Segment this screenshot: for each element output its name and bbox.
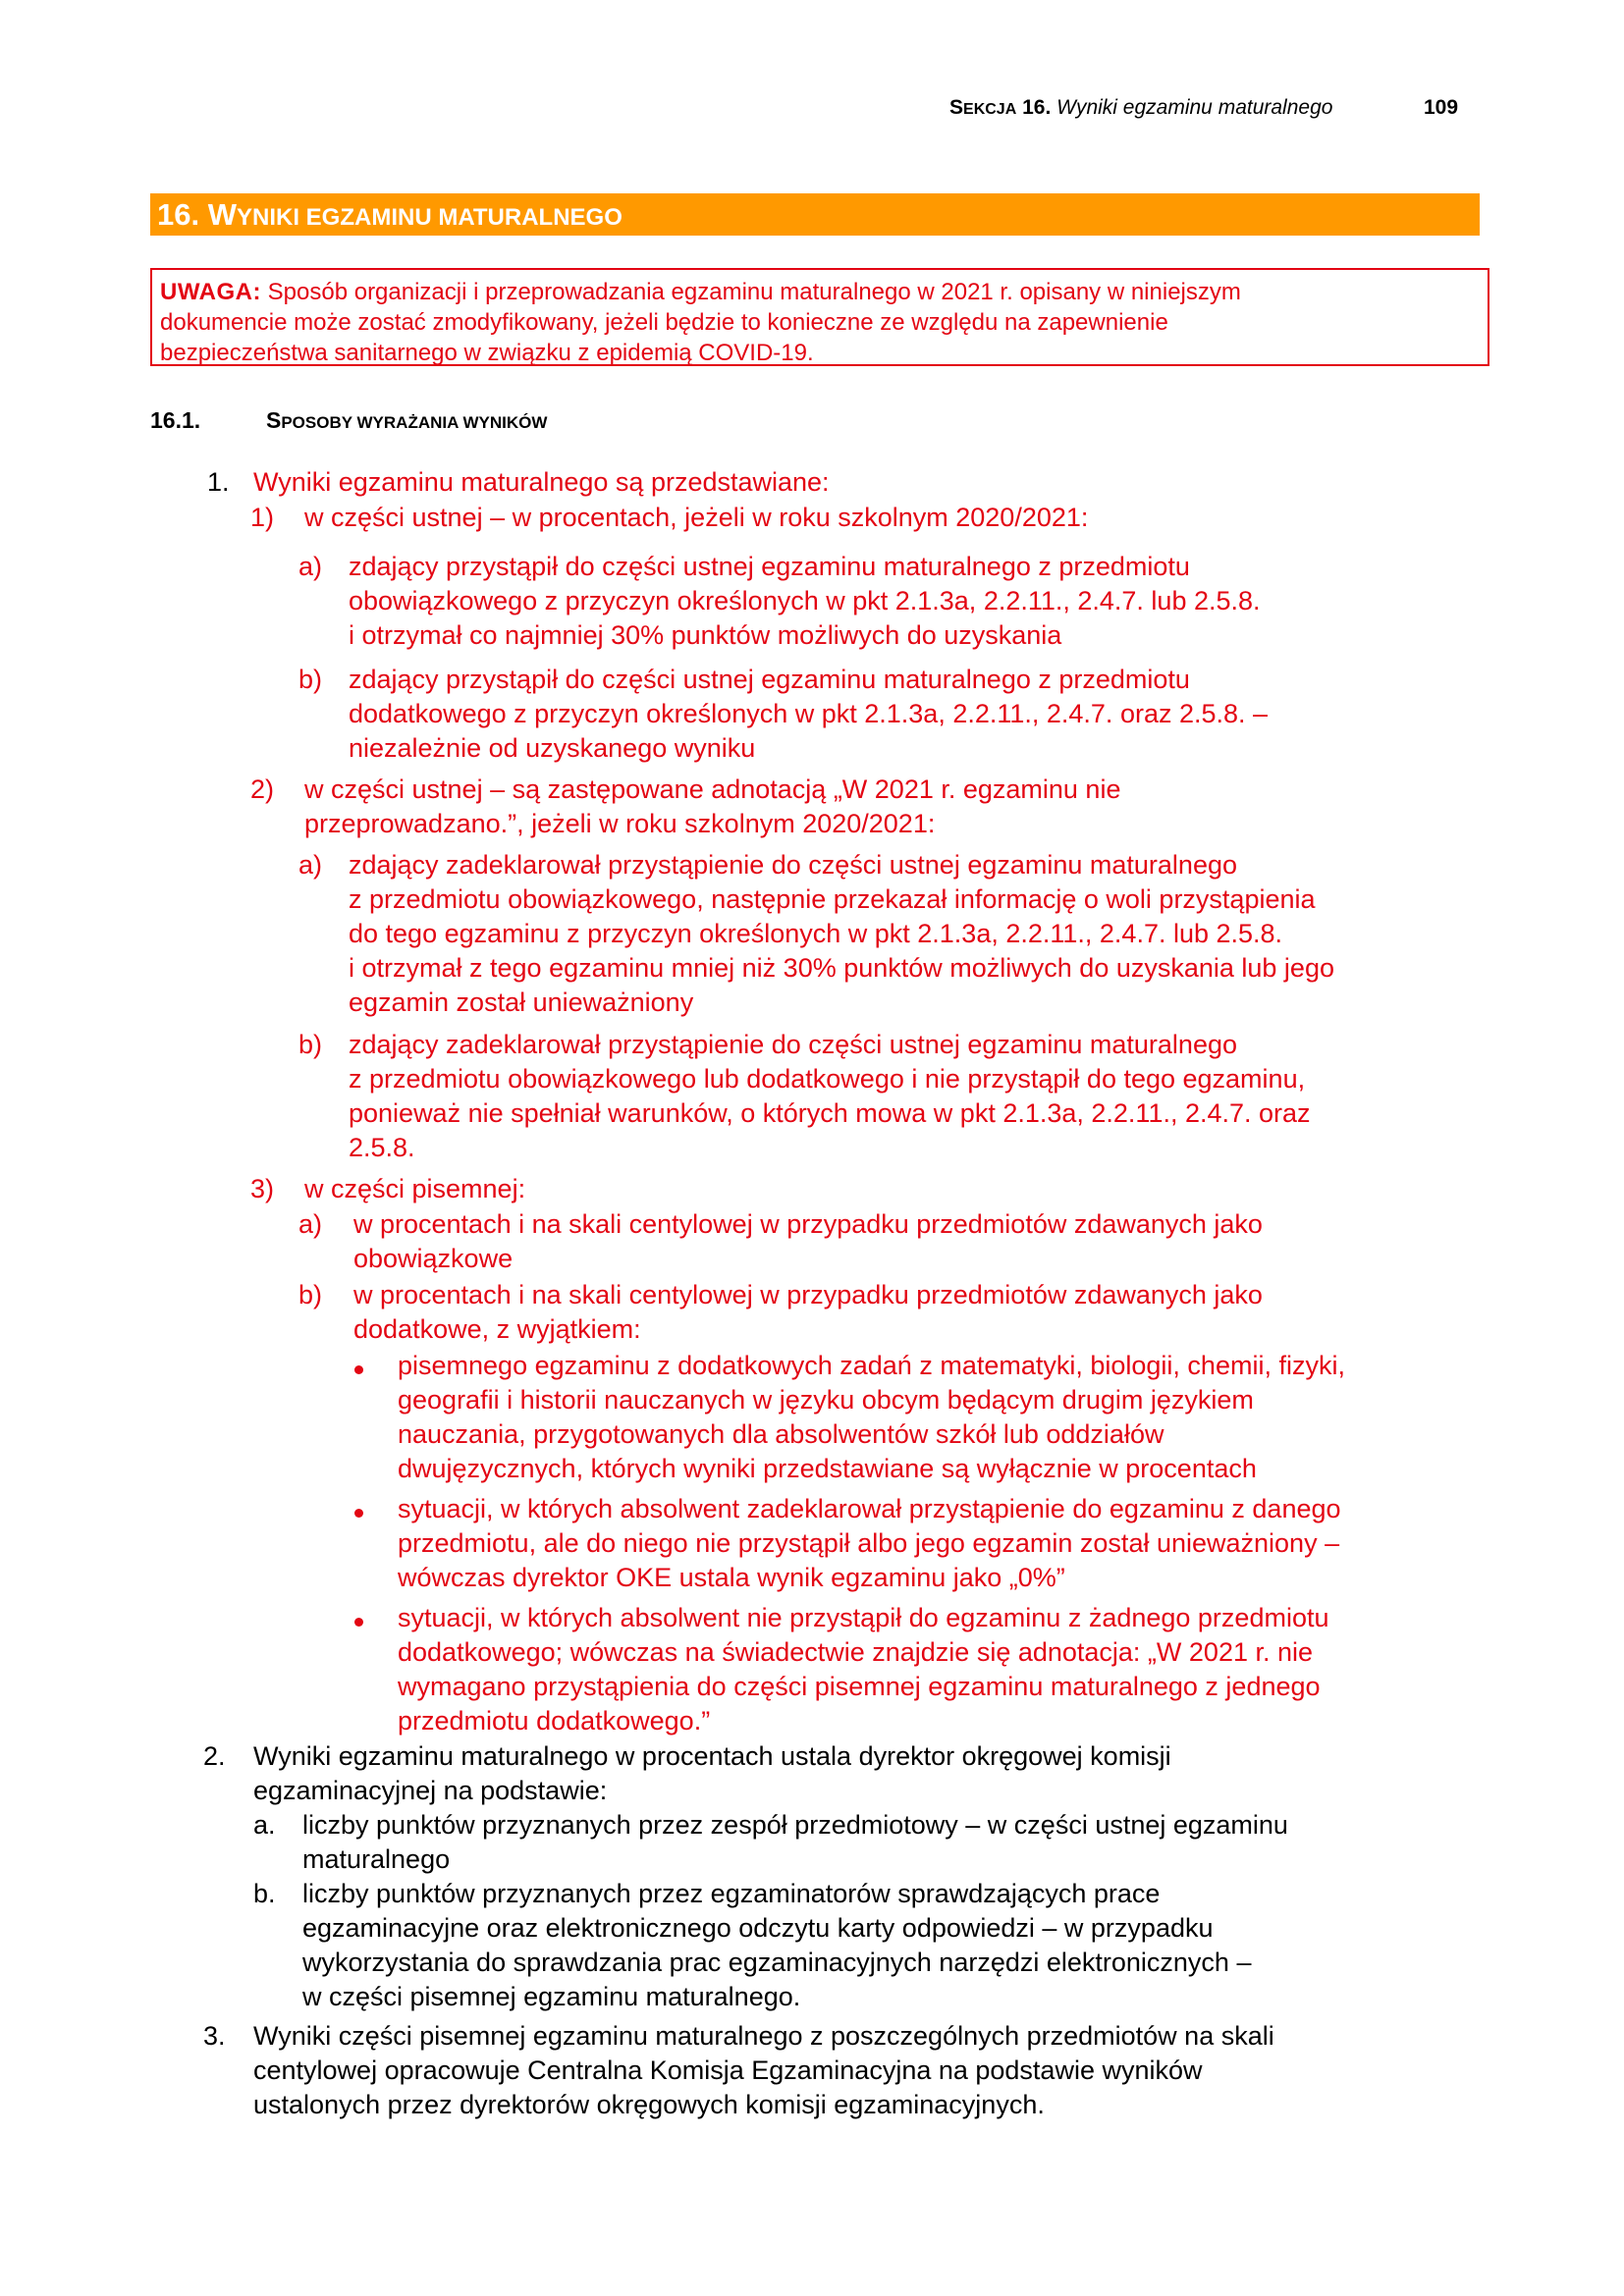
list-marker: 3) — [250, 1174, 275, 1203]
list-item-line: maturalnego — [302, 1844, 451, 1874]
section-number: 16.1. — [150, 407, 201, 433]
list-item-line: do tego egzaminu z przyczyn określonych w pkt 2.1.3a, 2.2.11., 2.4.7. lub 2.5.8. — [349, 919, 1283, 948]
chapter-title: 16. WYNIKI EGZAMINU MATURALNEGO — [157, 197, 623, 232]
list-item-line: obowiązkowe — [353, 1244, 514, 1273]
list-item-line: i otrzymał z tego egzaminu mniej niż 30% punktów możliwych do uzyskania lub jego — [349, 953, 1334, 983]
notice-box — [150, 268, 1489, 366]
list-marker: a) — [298, 1209, 323, 1239]
list-item-line: liczby punktów przyznanych przez zespół przedmiotowy – w części ustnej egzaminu — [302, 1810, 1288, 1840]
list-item-line: egzamin został unieważniony — [349, 988, 694, 1017]
list-item-line: 2.5.8. — [349, 1133, 415, 1162]
list-marker: 3. — [203, 2021, 226, 2051]
list-item-line: zdający przystąpił do części ustnej egzaminu maturalnego z przedmiotu — [349, 665, 1190, 694]
notice-label: UWAGA: — [160, 279, 261, 305]
bullet-icon — [354, 1618, 363, 1627]
list-item-text: Wyniki egzaminu maturalnego są przedstawiane: — [253, 467, 830, 497]
list-item-line: i otrzymał co najmniej 30% punktów możliwych do uzyskania — [349, 620, 1062, 650]
list-item-line: egzaminacyjne oraz elektronicznego odczytu karty odpowiedzi – w przypadku — [302, 1913, 1214, 1943]
list-item-text: w części pisemnej: — [304, 1174, 526, 1203]
list-item-line: niezależnie od uzyskanego wyniku — [349, 733, 756, 763]
section-heading: 16.1. SPOSOBY WYRAŻANIA WYNIKÓW — [150, 407, 548, 433]
list-item-line: zdający przystąpił do części ustnej egzaminu maturalnego z przedmiotu — [349, 552, 1190, 581]
list-item-line: dodatkowe, z wyjątkiem: — [353, 1314, 641, 1344]
running-header-section-number: 16. — [1022, 96, 1052, 119]
list-item-line: ustalonych przez dyrektorów okręgowych komisji egzaminacyjnych. — [253, 2090, 1045, 2119]
list-item-line: przedmiotu, ale do niego nie przystąpił albo jego egzamin został unieważniony – — [398, 1528, 1340, 1558]
list-item-line: centylowej opracowuje Centralna Komisja Egzaminacyjna na podstawie wyników — [253, 2056, 1203, 2085]
list-marker: b. — [253, 1879, 276, 1908]
list-item-line: egzaminacyjnej na podstawie: — [253, 1776, 608, 1805]
list-item-line: ponieważ nie spełniał warunków, o których mowa w pkt 2.1.3a, 2.2.11., 2.4.7. oraz — [349, 1098, 1311, 1128]
list-item-line: w części pisemnej egzaminu maturalnego. — [302, 1982, 801, 2011]
running-header-title: Wyniki egzaminu maturalnego — [1056, 96, 1333, 119]
list-item-line: pisemnego egzaminu z dodatkowych zadań z matematyki, biologii, chemii, fizyki, — [398, 1351, 1345, 1380]
list-marker: a) — [298, 552, 323, 581]
page-number: 109 — [1424, 96, 1459, 119]
list-item-line: zdający zadeklarował przystąpienie do części ustnej egzaminu maturalnego — [349, 850, 1237, 880]
list-item-line: wówczas dyrektor OKE ustala wynik egzaminu jako „0%” — [398, 1563, 1065, 1592]
list-item-line: dodatkowego z przyczyn określonych w pkt 2.1.3a, 2.2.11., 2.4.7. oraz 2.5.8. – — [349, 699, 1269, 728]
list-item-line: wymagano przystąpienia do części pisemnej egzaminu maturalnego z jednego — [398, 1672, 1321, 1701]
list-item-line: przeprowadzano.”, jeżeli w roku szkolnym 2020/2021: — [304, 809, 936, 838]
list-item-line: przedmiotu dodatkowego.” — [398, 1706, 711, 1735]
chapter-heading — [150, 193, 1480, 236]
list-marker: 1. — [207, 467, 230, 497]
list-item-line: wykorzystania do sprawdzania prac egzaminacyjnych narzędzi elektronicznych – — [302, 1948, 1252, 1977]
list-marker: 2. — [203, 1741, 226, 1771]
list-item-line: w części ustnej – są zastępowane adnotacją „W 2021 r. egzaminu nie — [304, 774, 1121, 804]
list-item-line: liczby punktów przyznanych przez egzaminatorów sprawdzających prace — [302, 1879, 1161, 1908]
list-item-text: w części ustnej – w procentach, jeżeli w roku szkolnym 2020/2021: — [304, 503, 1089, 532]
list-item-line: geografii i historii nauczanych w języku obcym będącym drugim językiem — [398, 1385, 1254, 1415]
list-item-line: w procentach i na skali centylowej w przypadku przedmiotów zdawanych jako — [353, 1280, 1263, 1309]
list-item-line: zdający zadeklarował przystąpienie do części ustnej egzaminu maturalnego — [349, 1030, 1237, 1059]
running-header-section: SEKCJA 16. Wyniki egzaminu maturalnego — [949, 96, 1333, 119]
notice-line: dokumencie może zostać zmodyfikowany, jeżeli będzie to konieczne ze względu na zapewnienie — [160, 309, 1168, 336]
list-item-line: z przedmiotu obowiązkowego lub dodatkowego i nie przystąpił do tego egzaminu, — [349, 1064, 1306, 1094]
list-item-line: w procentach i na skali centylowej w przypadku przedmiotów zdawanych jako — [353, 1209, 1263, 1239]
bullet-icon — [354, 1509, 363, 1518]
list-marker: 2) — [250, 774, 275, 804]
page-header — [0, 90, 1624, 130]
list-item-line: dodatkowego; wówczas na świadectwie znajdzie się adnotacja: „W 2021 r. nie — [398, 1637, 1314, 1667]
list-item-line: dwujęzycznych, których wyniki przedstawiane są wyłącznie w procentach — [398, 1454, 1257, 1483]
list-item-line: Wyniki egzaminu maturalnego w procentach ustala dyrektor okręgowej komisji — [253, 1741, 1171, 1771]
list-item-line: obowiązkowego z przyczyn określonych w pkt 2.1.3a, 2.2.11., 2.4.7. lub 2.5.8. — [349, 586, 1261, 615]
list-item-line: sytuacji, w których absolwent zadeklarował przystąpienie do egzaminu z danego — [398, 1494, 1341, 1523]
list-marker: b) — [298, 1030, 323, 1059]
notice-line: UWAGA: Sposób organizacji i przeprowadzania egzaminu maturalnego w 2021 r. opisany w niniejszym — [160, 279, 1241, 305]
list-marker: 1) — [250, 503, 275, 532]
list-item-line: nauczania, przygotowanych dla absolwentów szkół lub oddziałów — [398, 1419, 1164, 1449]
list-item-line: z przedmiotu obowiązkowego, następnie przekazał informację o woli przystąpienia — [349, 884, 1316, 914]
list-item-line: Wyniki części pisemnej egzaminu maturalnego z poszczególnych przedmiotów na skali — [253, 2021, 1274, 2051]
list-marker: b) — [298, 665, 323, 694]
list-marker: a. — [253, 1810, 276, 1840]
list-marker: a) — [298, 850, 323, 880]
list-marker: b) — [298, 1280, 323, 1309]
bullet-icon — [354, 1365, 363, 1374]
notice-line: bezpieczeństwa sanitarnego w związku z epidemią COVID-19. — [160, 340, 814, 366]
list-item-line: sytuacji, w których absolwent nie przystąpił do egzaminu z żadnego przedmiotu — [398, 1603, 1329, 1632]
